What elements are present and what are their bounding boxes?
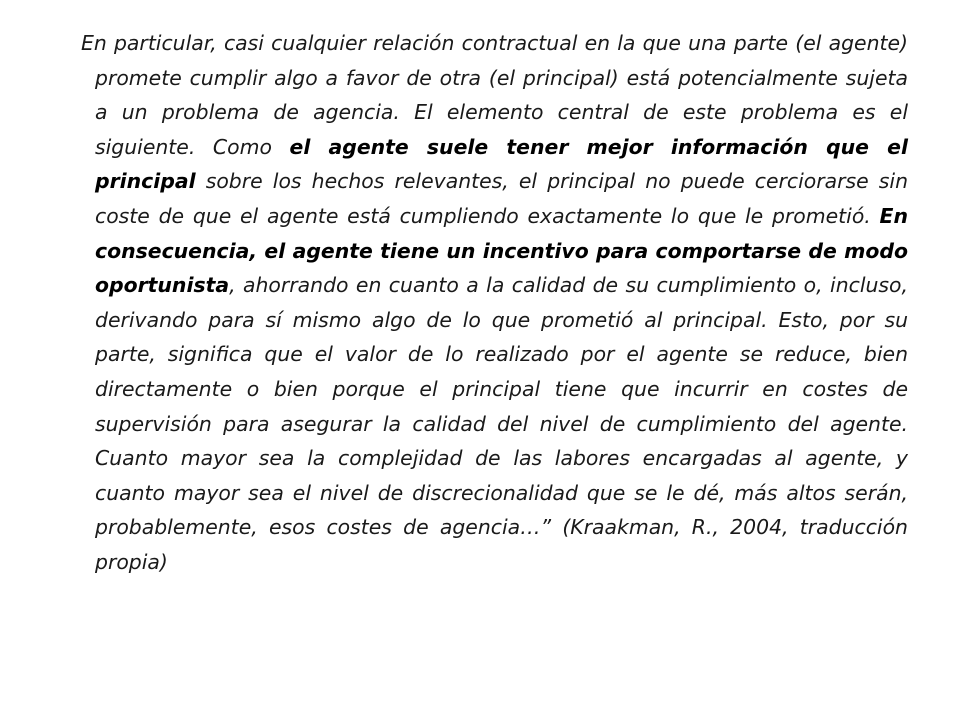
quote-text-end: , ahorrando en cuanto a la calidad de su cumplimiento o, incluso, derivando para sí mismo algo de lo que prometió al principal. Esto, por su parte, significa que el valor de lo realizado por el agente se reduce, bien directamente o bien porque el principal tiene que incurrir en costes de supervisión para asegurar la calidad del nivel de cumplimiento del agente. Cuanto mayor sea la complejidad de las labores encargadas al agente, y cuanto mayor sea el nivel de discrecionalidad que se le dé, más altos serán, probablemente, esos costes de agencia…” (Kraakman, R., 2004, traducción propia) bbox=[95, 273, 908, 574]
quote-emphasis-information: el agente suele tener mejor información que el principal bbox=[95, 134, 909, 194]
quote-text-middle: sobre los hechos relevantes, el principal no puede cerciorarse sin coste de que el agente está cumpliendo exactamente lo que le prometió. bbox=[95, 169, 908, 228]
quote-paragraph bbox=[81, 26, 909, 580]
quote-text-intro: En particular, casi cualquier relación contractual en la que una parte (el agente) promete cumplir algo a favor de otra (el principal) está potencialmente sujeta a un problema de agencia. El elemento central de este problema es el siguiente. Como bbox=[81, 31, 908, 159]
quote-emphasis-opportunism: En consecuencia, el agente tiene un incentivo para comportarse de modo oportunista bbox=[95, 203, 908, 298]
